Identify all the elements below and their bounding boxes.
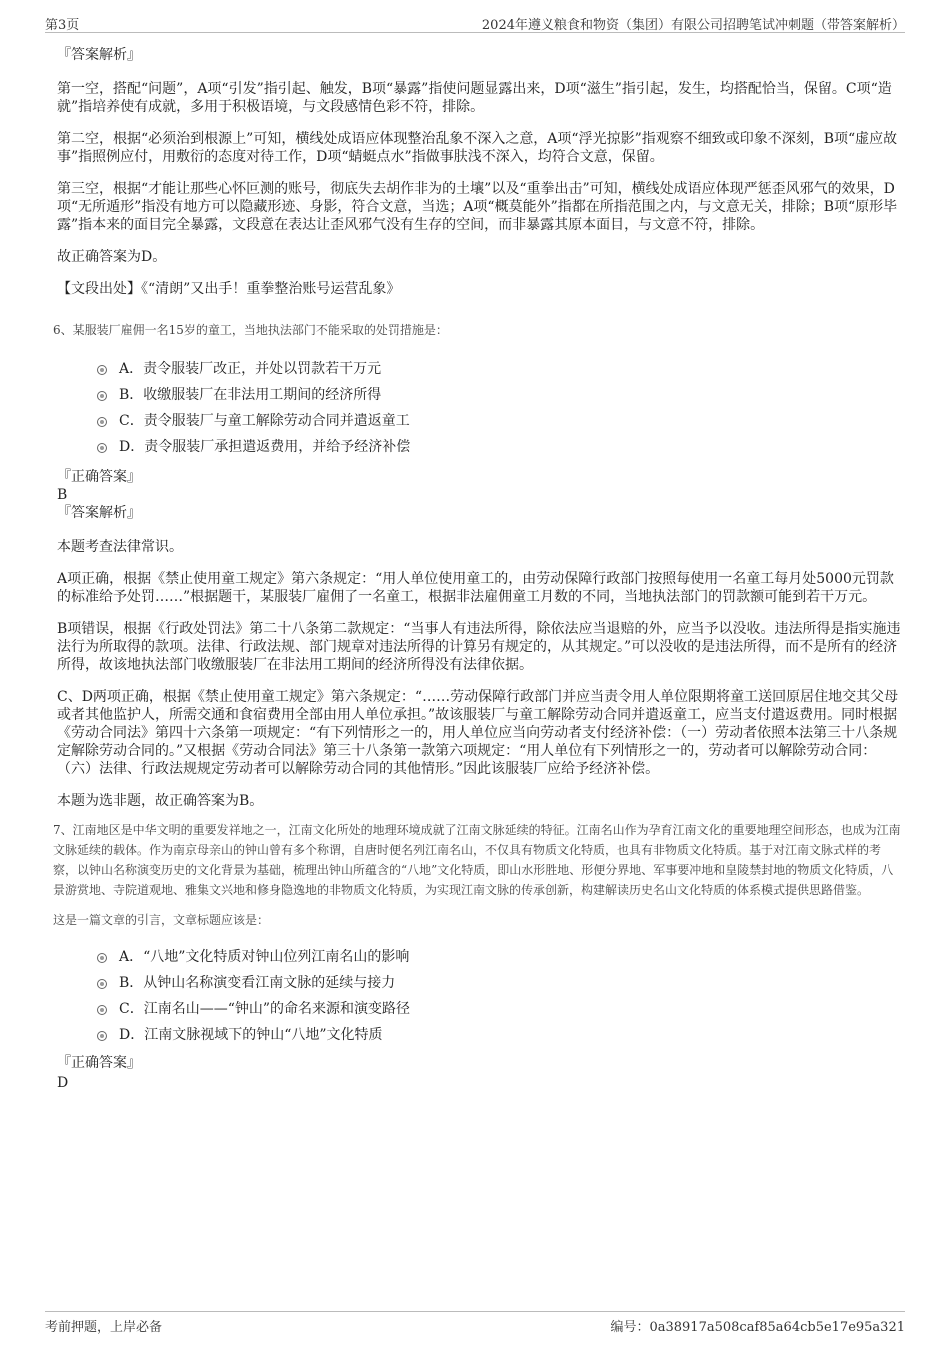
question-7-passage: 7、江南地区是中华文明的重要发祥地之一，江南文化所处的地理环境成就了江南文脉延续的特征。江南名山作为孕育江南文化的重要地理空间形态，也成为江南文脉延续的载体。作为南京母亲山的钟山曾有多个称谓，自唐时便名列江南名山，不仅具有物质文化特质，也具有非物质文化特质。基于对江南文脉式样的考察，以钟山名称演变历史的文化背景为基础，梳理出钟山所蕴含的“八地”文化特质，即山水形胜地、形便分界地、军事要冲地和皇陵禁封地的物质文化特质，八景游赏地、寺院道观地、雅集文兴地和修身隐逸地的非物质文化特质，为实现江南文脉的传承创新，构建解读历史名山文化特质的体系模式提供思路借鉴。 — [53, 823, 901, 897]
q7-options — [57, 944, 902, 1048]
main-content — [53, 46, 902, 1092]
q7-option-c[interactable]: C．江南名山——“钟山”的命名来源和演变路径 — [57, 996, 902, 1022]
analysis-paragraph: B项错误，根据《行政处罚法》第二十八条第二款规定：“当事人有违法所得，除依法应当退赔的外，应当予以没收。违法所得是指实施违法行为所取得的款项。法律、行政法规、部门规章对违法所得的计算另有规定的，从其规定。”可以没收的是违法所得，而不是所有的经济所得，故该地执法部门收缴服装厂在非法用工期间的经济所得没有法律依据。 — [57, 621, 901, 673]
document-title: 2024年遵义粮食和物资（集团）有限公司招聘笔试冲刺题（带答案解析） — [481, 18, 905, 33]
source-citation: 【文段出处】《“清朗”又出手！重拳整治账号运营乱象》 — [57, 281, 401, 297]
answer-value: B — [57, 487, 68, 503]
document-id: 编号：0a38917a508caf85a64cb5e17e95a321 — [610, 1320, 905, 1335]
q6-option-a[interactable]: A．责令服装厂改正，并处以罚款若干万元 — [57, 356, 902, 382]
analysis-paragraph: C、D两项正确，根据《禁止使用童工规定》第六条规定：“……劳动保障行政部门并应当责令用人单位限期将童工送回原居住地交其父母或者其他监护人，所需交通和食宿费用全部由用人单位承担。”故该服装厂与童工解除劳动合同并遣返童工，应当支付遣返费用。同时根据《劳动合同法》第四十六条第一项规定：“有下列情形之一的，用人单位应当向劳动者支付经济补偿：（一）劳动者依照本法第三十八条规定解除劳动合同的。”又根据《劳动合同法》第三十八条第一款第六项规定：“用人单位有下列情形之一的，劳动者可以解除劳动合同：（六）法律、行政法规规定劳动者可以解除劳动合同的其他情形。”因此该服装厂应给予经济补偿。 — [57, 689, 899, 777]
q6-option-c[interactable]: C．责令服装厂与童工解除劳动合同并遣返童工 — [57, 408, 902, 434]
q6-options — [57, 356, 902, 460]
radio-icon[interactable] — [97, 365, 107, 375]
analysis-label: 『答案解析』 — [57, 47, 141, 63]
question-7: 这是一篇文章的引言，文章标题应该是： — [53, 913, 270, 927]
radio-icon[interactable] — [97, 979, 107, 989]
analysis-paragraph: 第二空，根据“必须治到根源上”可知，横线处成语应体现整治乱象不深入之意，A项“浮光掠影”指观察不细致或印象不深刻，B项“虚应故事”指照例应付，用敷衍的态度对待工作，D项“蜻蜓点水”指做事肤浅不深入，均符合文意，保留。 — [57, 131, 898, 165]
radio-icon[interactable] — [97, 953, 107, 963]
q7-option-b[interactable]: B．从钟山名称演变看江南文脉的延续与接力 — [57, 970, 902, 996]
radio-icon[interactable] — [97, 443, 107, 453]
radio-icon[interactable] — [97, 1031, 107, 1041]
q7-option-a[interactable]: A．“八地”文化特质对钟山位列江南名山的影响 — [57, 944, 902, 970]
page-footer — [45, 1311, 905, 1334]
analysis-paragraph: 第三空，根据“才能让那些心怀叵测的账号，彻底失去胡作非为的土壤”以及“重拳出击”可知，横线处成语应体现严惩歪风邪气的效果，D项“无所遁形”指没有地方可以隐藏形迹、身影，符合文意，当选；A项“概莫能外”指都在所指范围之内，与文意无关，排除；B项“原形毕露”指本来的面目完全暴露，文段意在表达让歪风邪气没有生存的空间，而非暴露其原本面目，与文意不符，排除。 — [57, 181, 898, 233]
page-number: 第3页 — [45, 18, 80, 33]
q6-option-b[interactable]: B．收缴服装厂在非法用工期间的经济所得 — [57, 382, 902, 408]
radio-icon[interactable] — [97, 1005, 107, 1015]
footer-slogan: 考前押题，上岸必备 — [45, 1320, 163, 1335]
question-6: 6、某服装厂雇佣一名15岁的童工，当地执法部门不能采取的处罚措施是： — [53, 323, 448, 337]
radio-icon[interactable] — [97, 417, 107, 427]
answer-label: 『正确答案』 — [57, 1055, 141, 1071]
analysis-paragraph: 第一空，搭配“问题”，A项“引发”指引起、触发，B项“暴露”指使问题显露出来，D项“滋生”指引起，发生，均搭配恰当，保留。C项“造就”指培养使有成就，多用于积极语境，与文段感情色彩不符，排除。 — [57, 81, 892, 115]
conclusion: 故正确答案为D。 — [57, 249, 167, 265]
analysis-intro: 本题考查法律常识。 — [57, 539, 183, 555]
q7-option-d[interactable]: D．江南文脉视域下的钟山“八地”文化特质 — [57, 1022, 902, 1048]
answer-value: D — [57, 1075, 69, 1091]
q6-option-d[interactable]: D．责令服装厂承担遣返费用，并给予经济补偿 — [57, 434, 902, 460]
analysis-label: 『答案解析』 — [57, 505, 141, 521]
analysis-paragraph: A项正确，根据《禁止使用童工规定》第六条规定：“用人单位使用童工的，由劳动保障行政部门按照每使用一名童工每月处5000元罚款的标准给予处罚……”根据题干，某服装厂雇佣了一名童工，根据非法雇佣童工月数的不同，当地执法部门的罚款额可能到若干万元。 — [57, 571, 894, 605]
radio-icon[interactable] — [97, 391, 107, 401]
page-header — [45, 12, 905, 33]
answer-label: 『正确答案』 — [57, 469, 141, 485]
conclusion: 本题为选非题，故正确答案为B。 — [57, 793, 264, 809]
